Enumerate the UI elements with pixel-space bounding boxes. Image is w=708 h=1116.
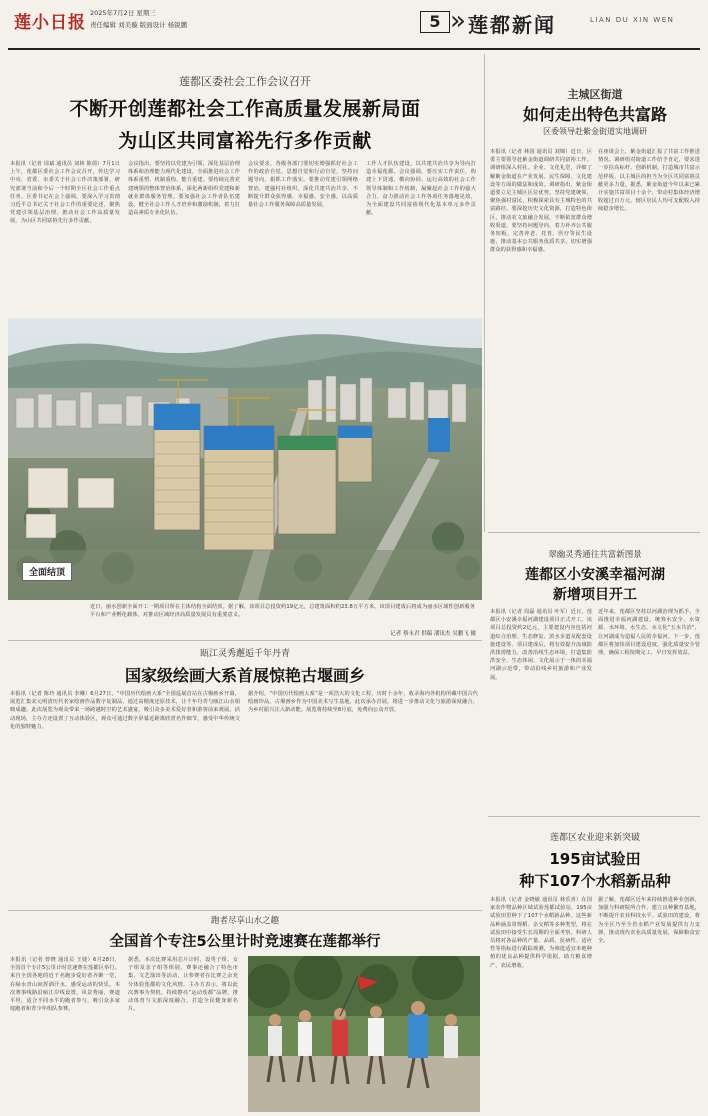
article6-headline-1: 195亩试验田 <box>549 850 641 868</box>
article2-text-col1: 本报讯（记者 林国 通讯员 刘锦）近日，区委主要领导赴紫金街道调研共同富裕工作。调研组深入村社、企业、文化礼堂，详细了解紫金街道在产业发展、民生保障、文化建设等方面的做法和成效。调研指出，紫金街道要立足主城区区位优势，坚持党建统领，聚焦强村富民，积极探索具有主城特色的共富路径。要深挖历史文化资源，打造特色街区，推动农文旅融合发展，不断拓宽群众增收渠道。要坚持问题导向，着力补齐公共服务短板，完善养老、托育、医疗等民生设施，推动基本公共服务优质共享，切实增强群众的获得感和幸福感。 <box>490 149 592 254</box>
article1-col1: 本报讯（记者 周斌 通讯员 刘林 陈倩）7月1日上午，莲都区委社会工作会议召开，传达学习中央、省委、市委关于社会工作决策部署，研究部署当前和今后一个时期全区社会工作重点任务。区委书记在会上强调，要深入学习贯彻习近平总书记关于社会工作的重要论述，聚焦党建引领基层治理，推动社会工作高质量发展，为山区共同富裕先行多作贡献。 <box>10 161 120 225</box>
divider-right-column <box>484 54 485 532</box>
article5-text-col2: 近年来，莲都区坚持以河湖治理为抓手，全面推进幸福河湖建设，统筹水安全、水资源、水环境、水生态、水文化“五水共治”，让河湖成为造福人民的幸福河。下一步，莲都区将加快项目建设进度，强化质量安全管理，确保工程按期完工，早日发挥效益。 <box>598 609 700 657</box>
running-race-photo[interactable] <box>248 956 480 1112</box>
photo-badge: 全面结顶 <box>22 562 72 581</box>
divider-right-lower <box>488 816 700 817</box>
article3-headline: 国家级绘画大系首展惊艳古堰画乡 <box>124 666 365 685</box>
page-number: 5 <box>420 11 450 33</box>
article4-text-col1: 本报讯（记者 曾晓 通讯员 王婕）6月28日，全国首个专注5公里计时竞速赛在莲都区举行。来自全国各地的近千名跑步爱好者齐聚一堂，在绿水青山间挥洒汗水，感受运动的快乐。本次赛事线路沿瓯江岸线设置，风景秀丽，赛道平坦，适合不同水平的跑者参与，吸引众多家庭跑者和青少年组队参赛。 <box>10 957 120 1013</box>
section-title: 莲都新闻 <box>468 13 556 37</box>
photo-caption: 近日，丽水创新全面开工一期项目所在主体结构全面结顶。据了解，该项目总投资约19亿元，总建筑面积约23.8万平方米。该项目建成后将成为丽水区域性创新服务平台和产业孵化载体，对推动区域经济高质量发展具有重要意义。 <box>90 604 475 618</box>
masthead-rule <box>8 48 700 50</box>
article2-headline: 如何走出特色共富路 <box>522 105 667 124</box>
article6-kicker: 莲都区农业迎来新突破 <box>549 833 640 843</box>
article2-subhead: 区委领导赴紫金街道实地调研 <box>543 127 647 136</box>
article6-text-col2: 据了解，莲都区近年来持续推进种业创新，加强与科研院所合作，建立良种繁育基地，不断提升农业科技水平。试验田的建设，将为全区乃至全省水稻产业发展提供有力支撑，推动现代农业高质量发展，保障粮食安全。 <box>598 897 700 945</box>
article5-headline-1: 莲都区小安溪幸福河湖 <box>525 567 665 583</box>
divider-left-mid <box>8 640 482 641</box>
divider-right-mid <box>488 532 700 533</box>
newspaper-logo: 莲小日报 <box>14 13 86 33</box>
article4-headline: 全国首个专注5公里计时竞速赛在莲都举行 <box>109 934 381 950</box>
article5-headline-2: 新增项目开工 <box>553 587 637 603</box>
race-photo-svg <box>248 956 480 1112</box>
article1-headline-2: 为山区共同富裕先行多作贡献 <box>118 130 372 152</box>
article4-text-col2: 据悉，本次比赛采用芯片计时，设男子组、女子组及亲子组等组别，赛事还融合了特色市集、文艺演出等活动，让参赛者在比赛之余充分体验莲都的文化风情。主办方表示，将以此次赛事为契机，持续擦亮“运动莲都”品牌，推动体育与文旅深度融合，打造全民健身新名片。 <box>128 957 238 1013</box>
masthead <box>0 0 708 48</box>
article2-text-col2: 在座谈会上，紫金街道汇报了共富工作推进情况。调研组对街道工作给予肯定，要求进一步拉高标杆、创新机制，打造城市共富示范样板，以主城区的担当为全区共同富裕贡献更多力量。据悉，紫金街道今年以来已累计实施共富项目十余个，带动村集体经济增收超过百万元，辖区居民人均可支配收入持续稳步增长。 <box>598 149 700 213</box>
photo-credit: 记者 蔡永君 供稿 潘讯杰 吴鹏飞 摄 <box>390 631 476 637</box>
article3-text-col2: 据介绍，“中国历代绘画大系”是一项浩大的文化工程，历时十余年，收录海内外机构所藏中国古代绘画珍品。古堰画乡作为中国美术写生基地，此次承办首展，将进一步推动文化与旅游深度融合，为乡村振兴注入新动能。展览将持续至8月底，免费向公众开放。 <box>248 691 478 714</box>
double-chevron-icon: » <box>450 6 466 36</box>
article6-text-col1: 本报讯（记者 金晓敏 通讯员 林乐喜）在国家农作物品种区域试验莲都试验站，195亩试验田里种下了107个水稻新品种。这些新品种涵盖常规稻、杂交稻等多种类型，将在试验田中接受生长周期的全面考察。科研人员将对各品种的产量、品质、抗病性、适应性等指标进行跟踪观测，为筛选适宜本地种植的优良品种提供科学依据，助力粮食增产、农民增收。 <box>490 897 592 969</box>
article1-kicker: 莲都区委社会工作会议召开 <box>179 75 311 88</box>
article1-headline-1: 不断开创莲都社会工作高质量发展新局面 <box>69 98 421 120</box>
article6-headline-2: 种下107个水稻新品种 <box>519 872 671 890</box>
article1-col2: 会议指出，要坚持以党建为引领，深化基层治理体系和治理能力现代化建设，全面推进社会工作体系重塑、机制重构、能力重建。要持续完善党建统领的整体智治体系，深化两新组织党建和新就业群体服务管理。要加强社会工作者队伍建设，健全社会工作人才培养和激励机制，着力打造高素质专业化队伍。 <box>128 161 240 217</box>
section-pinyin: LIAN DU XIN WEN <box>590 16 675 24</box>
article4-kicker: 跑者尽享山水之趣 <box>210 916 279 926</box>
article1-col3: 会议要求，各级各部门要切实增强抓好社会工作的政治自觉、思想自觉和行动自觉，坚持问题导向，狠抓工作落实。要推动党建引领网格智治，建强村社组织，深化共建共治共享，不断提升群众获得感、幸福感、安全感，以高质量社会工作服务保障高质量发展。 <box>248 161 358 209</box>
construction-photo-svg <box>8 318 482 600</box>
construction-aerial-photo[interactable] <box>8 318 482 600</box>
article3-text-col1: 本报讯（记者 陈玲 通讯员 李琳）6月27日，“中国历代绘画大系”全国巡展首站在古堰画乡开幕，展览汇集宋元明清历代名家绘画作品数字复制品，通过高精度还原技术，让千年丹青与瓯江山水相映成趣。此次展览为观众带来一场跨越时空的艺术盛宴，吸引众多美术爱好者和游客前来观展。活动现场，主办方还设置了互动体验区，观众可通过数字屏幕近距离欣赏名作细节，感受中华传统文化的独特魅力。 <box>10 691 240 730</box>
editors-line: 责任编辑 刘美璇 版面设计 杨锐鹏 <box>90 21 188 29</box>
article1-col4: 工作人才队伍建设，以共建共治共享为导向打造幸福莲都。会议强调，要压实工作责任，构建上下贯通、横向协同、运行高效的社会工作领导体制和工作机制，凝聚起社会工作的强大合力，奋力推动社会工作各项任务落地见效，为全面建设共同富裕现代化基本单元多作贡献。 <box>366 161 476 217</box>
article2-kicker: 主城区街道 <box>567 88 623 101</box>
article3-kicker: 瓯江灵秀邂逅千年丹青 <box>199 649 290 659</box>
article5-text-col1: 本报讯（记者 周磊 通讯员 叶军）近日，莲都区小安溪幸福河湖建设项目正式开工。该项目总投资约2亿元，主要建设内容包括河道综合治理、生态修复、滨水步道及配套设施建设等。项目建成后，将有效提升流域防洪排涝能力，改善沿线生态环境，打造集防洪安全、生态休闲、文化展示于一体的幸福河湖示范带，带动沿线乡村旅游和产业发展。 <box>490 609 592 681</box>
issue-date: 2025年7月2日 星期三 <box>90 9 156 17</box>
divider-left-lower <box>8 910 482 911</box>
article5-kicker: 翠幽灵秀通往共富新图景 <box>548 550 642 560</box>
